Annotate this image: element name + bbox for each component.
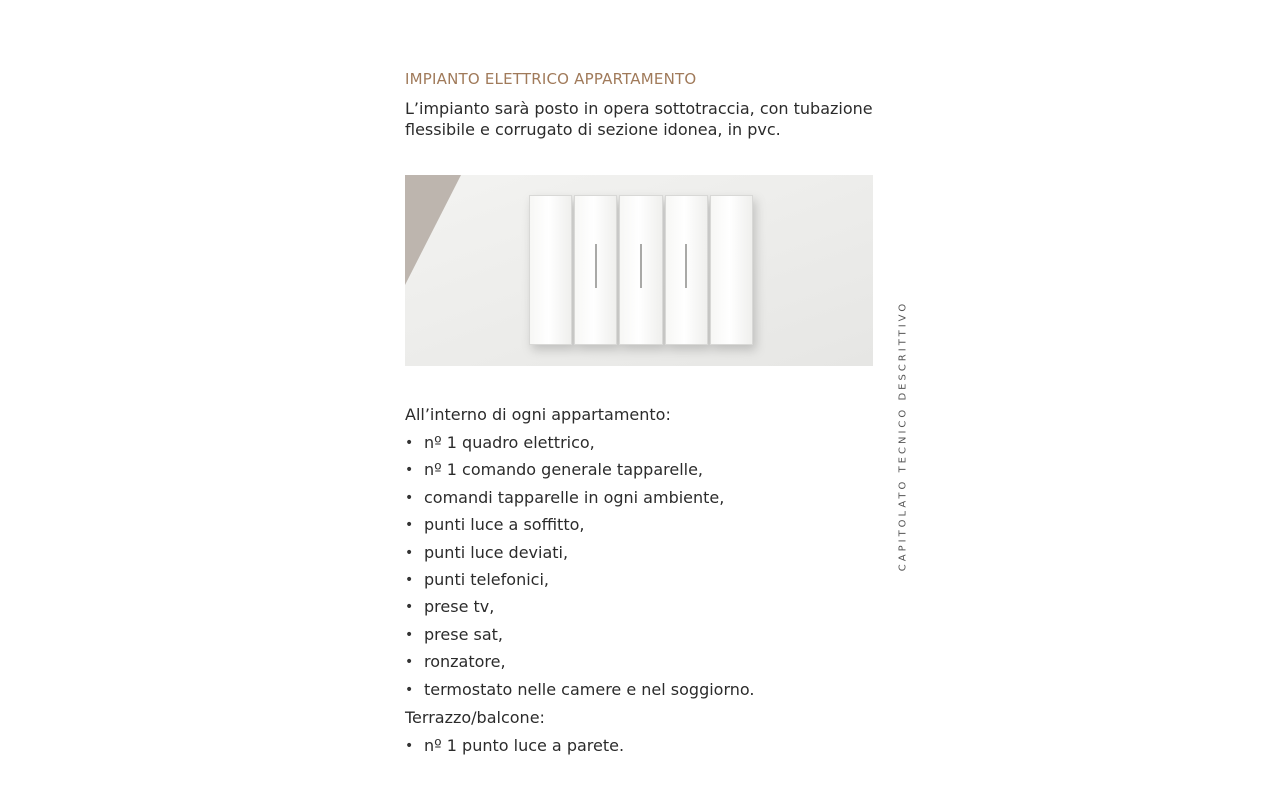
section-title: IMPIANTO ELETTRICO APPARTAMENTO bbox=[405, 70, 697, 88]
bullet-icon: • bbox=[405, 544, 414, 561]
list-item: • ronzatore, bbox=[405, 652, 506, 672]
bullet-icon: • bbox=[405, 462, 414, 479]
switch-plate bbox=[529, 195, 753, 345]
bullet-icon: • bbox=[405, 654, 414, 671]
rocker-indicator bbox=[595, 244, 597, 288]
list-item: • punti telefonici, bbox=[405, 569, 549, 589]
rocker-indicator bbox=[685, 244, 687, 288]
bullet-icon: • bbox=[405, 626, 414, 643]
rocker-5 bbox=[710, 195, 753, 345]
bullet-icon: • bbox=[405, 738, 414, 754]
list-item: • termostato nelle camere e nel soggiorno. bbox=[405, 679, 755, 699]
list-item: • nº 1 comando generale tapparelle, bbox=[405, 460, 704, 480]
rocker-2 bbox=[574, 195, 617, 345]
rocker-1 bbox=[529, 195, 572, 345]
sub-heading: Terrazzo/balcone: bbox=[405, 708, 545, 727]
list-item: • nº 1 punto luce a parete. bbox=[405, 736, 625, 755]
switch-plate-photo bbox=[405, 175, 873, 366]
list-item: • punti luce a soffitto, bbox=[405, 515, 585, 535]
intro-line-2: flessibile e corrugato di sezione idonea, in pvc. bbox=[405, 120, 781, 139]
list-item: • comandi tapparelle in ogni ambiente, bbox=[405, 487, 725, 507]
list-item: • nº 1 quadro elettrico, bbox=[405, 433, 595, 452]
features-list bbox=[405, 432, 755, 706]
rocker-3 bbox=[619, 195, 662, 345]
lead-text: All’interno di ogni appartamento: bbox=[405, 405, 671, 424]
photo-wall-wedge bbox=[405, 175, 461, 285]
intro-paragraph bbox=[405, 98, 885, 140]
list-item: • prese sat, bbox=[405, 624, 503, 644]
bullet-icon: • bbox=[405, 599, 414, 616]
bullet-icon: • bbox=[405, 435, 414, 451]
list-item: • prese tv, bbox=[405, 597, 495, 617]
list-item: • punti luce deviati, bbox=[405, 542, 569, 562]
bullet-icon: • bbox=[405, 681, 414, 698]
bullet-icon: • bbox=[405, 517, 414, 534]
rocker-4 bbox=[665, 195, 708, 345]
rocker-indicator bbox=[640, 244, 642, 288]
balcony-list bbox=[405, 735, 624, 757]
bullet-icon: • bbox=[405, 571, 414, 588]
bullet-icon: • bbox=[405, 489, 414, 506]
intro-line-1: L’impianto sarà posto in opera sottotraccia, con tubazione bbox=[405, 99, 873, 118]
side-vertical-label: CAPITOLATO TECNICO DESCRITTIVO bbox=[897, 300, 909, 572]
